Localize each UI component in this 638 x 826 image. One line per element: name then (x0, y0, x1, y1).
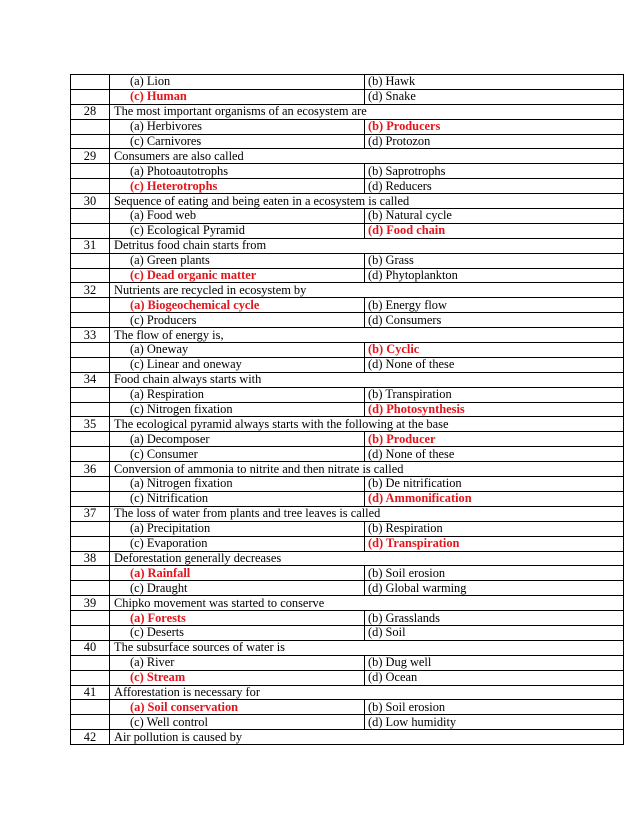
question-text: Food chain always starts with (110, 372, 624, 387)
question-row (71, 194, 624, 209)
question-number-empty (71, 223, 110, 238)
options-row (71, 491, 624, 506)
question-row (71, 462, 624, 477)
option: (c) Deserts (110, 625, 365, 640)
options-row (71, 75, 624, 90)
mcq-table-body (71, 75, 624, 745)
option: (b) Soil erosion (365, 700, 624, 715)
question-number-empty (71, 179, 110, 194)
option: (b) Grasslands (365, 611, 624, 626)
option: (d) Phytoplankton (365, 268, 624, 283)
question-number: 36 (71, 462, 110, 477)
question-number-empty (71, 521, 110, 536)
question-number: 40 (71, 640, 110, 655)
option: (b) Dug well (365, 655, 624, 670)
question-number: 39 (71, 596, 110, 611)
question-text: The loss of water from plants and tree leaves is called (110, 506, 624, 521)
question-row (71, 551, 624, 566)
correct-option: (b) Cyclic (365, 343, 624, 358)
question-number: 34 (71, 372, 110, 387)
question-number-empty (71, 298, 110, 313)
option: (d) None of these (365, 447, 624, 462)
question-text: The ecological pyramid always starts with the following at the base (110, 417, 624, 432)
option: (d) Global warming (365, 581, 624, 596)
correct-option: (a) Soil conservation (110, 700, 365, 715)
options-row (71, 447, 624, 462)
question-number-empty (71, 134, 110, 149)
correct-option: (c) Dead organic matter (110, 268, 365, 283)
question-text: Conversion of ammonia to nitrite and then nitrate is called (110, 462, 624, 477)
question-number-empty (71, 581, 110, 596)
question-number: 28 (71, 104, 110, 119)
options-row (71, 313, 624, 328)
question-number-empty (71, 432, 110, 447)
option: (d) Soil (365, 625, 624, 640)
options-row (71, 536, 624, 551)
question-number-empty (71, 491, 110, 506)
option: (d) Low humidity (365, 715, 624, 730)
correct-option: (c) Stream (110, 670, 365, 685)
correct-option: (c) Heterotrophs (110, 179, 365, 194)
question-number-empty (71, 402, 110, 417)
options-row (71, 223, 624, 238)
options-row (71, 298, 624, 313)
question-number-empty (71, 268, 110, 283)
correct-option: (b) Producers (365, 119, 624, 134)
question-text: Afforestation is necessary for (110, 685, 624, 700)
options-row (71, 611, 624, 626)
question-number-empty (71, 75, 110, 90)
options-row (71, 119, 624, 134)
question-number-empty (71, 253, 110, 268)
option: (d) Ocean (365, 670, 624, 685)
question-row (71, 372, 624, 387)
option: (a) Herbivores (110, 119, 365, 134)
option: (c) Well control (110, 715, 365, 730)
option: (a) Decomposer (110, 432, 365, 447)
question-text: The flow of energy is, (110, 328, 624, 343)
option: (d) Snake (365, 89, 624, 104)
question-number-empty (71, 566, 110, 581)
option: (b) Soil erosion (365, 566, 624, 581)
option: (c) Evaporation (110, 536, 365, 551)
option: (a) River (110, 655, 365, 670)
correct-option: (a) Rainfall (110, 566, 365, 581)
question-row (71, 149, 624, 164)
correct-option: (b) Producer (365, 432, 624, 447)
options-row (71, 343, 624, 358)
option: (b) Grass (365, 253, 624, 268)
options-row (71, 209, 624, 224)
options-row (71, 670, 624, 685)
question-number: 41 (71, 685, 110, 700)
correct-option: (d) Transpiration (365, 536, 624, 551)
question-number-empty (71, 670, 110, 685)
options-row (71, 477, 624, 492)
options-row (71, 655, 624, 670)
question-number: 32 (71, 283, 110, 298)
option: (a) Food web (110, 209, 365, 224)
question-number: 31 (71, 238, 110, 253)
option: (c) Linear and oneway (110, 357, 365, 372)
option: (d) None of these (365, 357, 624, 372)
correct-option: (a) Biogeochemical cycle (110, 298, 365, 313)
question-number: 35 (71, 417, 110, 432)
question-number: 42 (71, 730, 110, 745)
question-number-empty (71, 164, 110, 179)
options-row (71, 164, 624, 179)
option: (a) Nitrogen fixation (110, 477, 365, 492)
options-row (71, 700, 624, 715)
question-number-empty (71, 715, 110, 730)
option: (a) Respiration (110, 387, 365, 402)
option: (c) Producers (110, 313, 365, 328)
options-row (71, 179, 624, 194)
options-row (71, 581, 624, 596)
question-text: Consumers are also called (110, 149, 624, 164)
question-number-empty (71, 89, 110, 104)
option: (a) Photoautotrophs (110, 164, 365, 179)
question-row (71, 596, 624, 611)
question-number-empty (71, 313, 110, 328)
option: (b) Natural cycle (365, 209, 624, 224)
question-text: Chipko movement was started to conserve (110, 596, 624, 611)
options-row (71, 253, 624, 268)
question-row (71, 417, 624, 432)
options-row (71, 89, 624, 104)
correct-option: (d) Ammonification (365, 491, 624, 506)
option: (c) Consumer (110, 447, 365, 462)
option: (c) Draught (110, 581, 365, 596)
question-number-empty (71, 625, 110, 640)
option: (a) Green plants (110, 253, 365, 268)
question-row (71, 328, 624, 343)
option: (b) Transpiration (365, 387, 624, 402)
options-row (71, 134, 624, 149)
question-number: 37 (71, 506, 110, 521)
correct-option: (d) Photosynthesis (365, 402, 624, 417)
options-row (71, 521, 624, 536)
options-row (71, 357, 624, 372)
options-row (71, 715, 624, 730)
option: (c) Nitrification (110, 491, 365, 506)
question-number-empty (71, 447, 110, 462)
question-number-empty (71, 357, 110, 372)
question-number-empty (71, 611, 110, 626)
question-number-empty (71, 477, 110, 492)
options-row (71, 566, 624, 581)
option: (b) Respiration (365, 521, 624, 536)
correct-option: (a) Forests (110, 611, 365, 626)
question-text: Sequence of eating and being eaten in a ecosystem is called (110, 194, 624, 209)
options-row (71, 268, 624, 283)
options-row (71, 432, 624, 447)
question-number-empty (71, 700, 110, 715)
option: (c) Carnivores (110, 134, 365, 149)
option: (b) Saprotrophs (365, 164, 624, 179)
correct-option: (c) Human (110, 89, 365, 104)
question-number-empty (71, 536, 110, 551)
option: (c) Nitrogen fixation (110, 402, 365, 417)
option: (d) Consumers (365, 313, 624, 328)
mcq-table (70, 74, 624, 745)
question-row (71, 730, 624, 745)
question-number-empty (71, 387, 110, 402)
question-number-empty (71, 119, 110, 134)
options-row (71, 387, 624, 402)
question-text: The subsurface sources of water is (110, 640, 624, 655)
question-text: Detritus food chain starts from (110, 238, 624, 253)
correct-option: (d) Food chain (365, 223, 624, 238)
option: (a) Lion (110, 75, 365, 90)
question-number-empty (71, 655, 110, 670)
option: (d) Protozon (365, 134, 624, 149)
question-row (71, 283, 624, 298)
option: (d) Reducers (365, 179, 624, 194)
question-number-empty (71, 209, 110, 224)
question-text: Deforestation generally decreases (110, 551, 624, 566)
question-text: Nutrients are recycled in ecosystem by (110, 283, 624, 298)
question-row (71, 104, 624, 119)
question-text: The most important organisms of an ecosystem are (110, 104, 624, 119)
options-row (71, 402, 624, 417)
option: (c) Ecological Pyramid (110, 223, 365, 238)
option: (b) De nitrification (365, 477, 624, 492)
question-number: 30 (71, 194, 110, 209)
question-row (71, 640, 624, 655)
question-row (71, 238, 624, 253)
option: (a) Precipitation (110, 521, 365, 536)
question-text: Air pollution is caused by (110, 730, 624, 745)
question-row (71, 506, 624, 521)
question-number: 33 (71, 328, 110, 343)
options-row (71, 625, 624, 640)
question-number: 29 (71, 149, 110, 164)
option: (b) Energy flow (365, 298, 624, 313)
question-number-empty (71, 343, 110, 358)
question-number: 38 (71, 551, 110, 566)
option: (b) Hawk (365, 75, 624, 90)
option: (a) Oneway (110, 343, 365, 358)
question-row (71, 685, 624, 700)
